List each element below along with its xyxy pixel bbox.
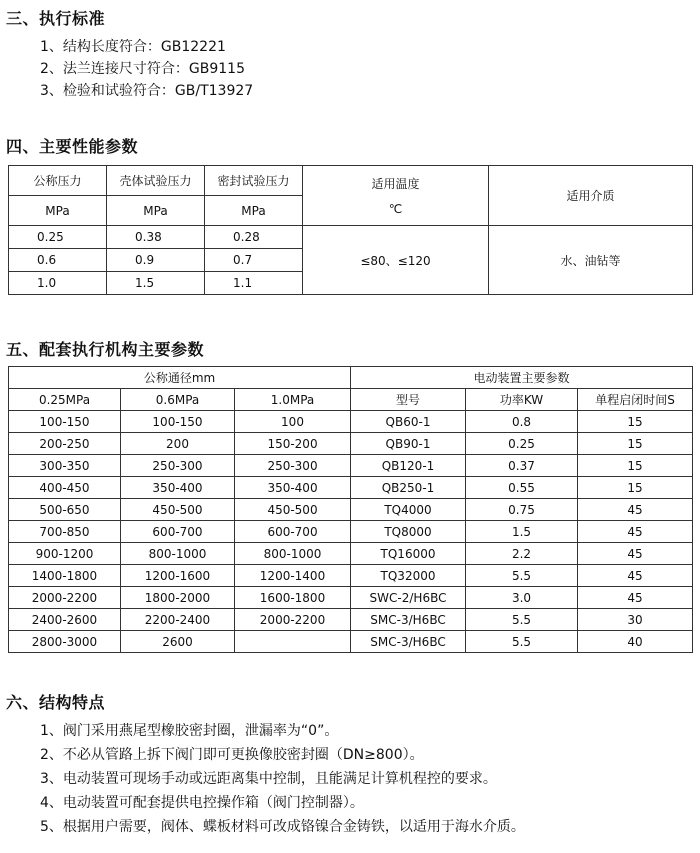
table-cell: TQ32000 bbox=[351, 565, 466, 587]
table-cell: 200-250 bbox=[9, 433, 121, 455]
temperature-value: ≤80、≤120 bbox=[303, 226, 489, 295]
table-cell: 1800-2000 bbox=[121, 587, 235, 609]
table-row bbox=[9, 543, 693, 565]
table-cell: TQ8000 bbox=[351, 521, 466, 543]
header-nominal-pressure: 公称压力 bbox=[9, 166, 107, 196]
table-cell: 400-450 bbox=[9, 477, 121, 499]
subheader-0-25mpa: 0.25MPa bbox=[9, 389, 121, 411]
table-cell: SMC-3/H6BC bbox=[351, 631, 466, 653]
subheader-power: 功率KW bbox=[466, 389, 578, 411]
table-cell: 15 bbox=[578, 433, 693, 455]
section6-item-4: 4、电动装置可配套提供电控操作箱（阀门控制器）。 bbox=[40, 795, 364, 811]
section6-item-3: 3、电动装置可现场手动或远距离集中控制，且能满足计算机程控的要求。 bbox=[40, 771, 497, 787]
table-cell: 0.38 bbox=[107, 226, 205, 249]
table-cell: 2800-3000 bbox=[9, 631, 121, 653]
header-temperature-label: 适用温度 bbox=[371, 177, 420, 191]
table-cell: 5.5 bbox=[466, 609, 578, 631]
table-row bbox=[9, 631, 693, 653]
table-cell: 350-400 bbox=[121, 477, 235, 499]
table-cell: 150-200 bbox=[235, 433, 351, 455]
table-cell: 350-400 bbox=[235, 477, 351, 499]
table-cell: 0.37 bbox=[466, 455, 578, 477]
table-cell: 2.2 bbox=[466, 543, 578, 565]
table-cell: 2200-2400 bbox=[121, 609, 235, 631]
table-cell: 450-500 bbox=[121, 499, 235, 521]
table-cell: 1.5 bbox=[466, 521, 578, 543]
header-seal-test-pressure: 密封试验压力 bbox=[205, 166, 303, 196]
table-cell: TQ4000 bbox=[351, 499, 466, 521]
table-cell: 5.5 bbox=[466, 565, 578, 587]
section6-item-2: 2、不必从管路上拆下阀门即可更换像胶密封圈（DN≥800）。 bbox=[40, 747, 424, 763]
table-cell: QB90-1 bbox=[351, 433, 466, 455]
table-cell: 45 bbox=[578, 521, 693, 543]
table-cell: QB120-1 bbox=[351, 455, 466, 477]
table-cell: 1400-1800 bbox=[9, 565, 121, 587]
table-row bbox=[9, 477, 693, 499]
table-cell: 2000-2200 bbox=[235, 609, 351, 631]
table-cell: 0.7 bbox=[205, 249, 303, 272]
table-cell: 250-300 bbox=[235, 455, 351, 477]
table-cell: 1.0 bbox=[9, 272, 107, 295]
subheader-model: 型号 bbox=[351, 389, 466, 411]
table-cell: TQ16000 bbox=[351, 543, 466, 565]
table-row bbox=[9, 609, 693, 631]
section6-item-1: 1、阀门采用燕尾型橡胶密封圈，泄漏率为“0”。 bbox=[40, 723, 339, 739]
header-temperature-unit: ℃ bbox=[388, 202, 403, 216]
section4-title: 四、主要性能参数 bbox=[6, 137, 139, 156]
subheader-stroke-time: 单程启闭时间S bbox=[578, 389, 693, 411]
table-cell bbox=[235, 631, 351, 653]
table-row bbox=[9, 455, 693, 477]
table-row bbox=[9, 433, 693, 455]
table-cell: 15 bbox=[578, 455, 693, 477]
table-cell: 15 bbox=[578, 411, 693, 433]
table-cell: 45 bbox=[578, 543, 693, 565]
table-cell: 0.25 bbox=[466, 433, 578, 455]
table-cell: 200 bbox=[121, 433, 235, 455]
section6-item-5: 5、根据用户需要，阀体、蝶板材料可改成铬镍合金铸铁，以适用于海水介质。 bbox=[40, 819, 525, 835]
table-cell: 600-700 bbox=[121, 521, 235, 543]
table-cell: 0.28 bbox=[205, 226, 303, 249]
table-cell: 450-500 bbox=[235, 499, 351, 521]
table-cell: 45 bbox=[578, 587, 693, 609]
group-header-actuator-params: 电动装置主要参数 bbox=[351, 367, 693, 389]
table-cell: 45 bbox=[578, 499, 693, 521]
section6-title: 六、结构特点 bbox=[6, 693, 106, 712]
subheader-1-0mpa: 1.0MPa bbox=[235, 389, 351, 411]
unit-cell: MPa bbox=[205, 196, 303, 226]
header-medium: 适用介质 bbox=[489, 166, 693, 226]
table-cell: 0.9 bbox=[107, 249, 205, 272]
header-temperature bbox=[303, 166, 489, 226]
unit-cell: MPa bbox=[9, 196, 107, 226]
table-cell: 250-300 bbox=[121, 455, 235, 477]
table-header-row bbox=[9, 166, 693, 196]
table-cell: 0.6 bbox=[9, 249, 107, 272]
table-cell: 2400-2600 bbox=[9, 609, 121, 631]
table-cell: QB60-1 bbox=[351, 411, 466, 433]
table-row bbox=[9, 521, 693, 543]
table-cell: QB250-1 bbox=[351, 477, 466, 499]
table-cell: 600-700 bbox=[235, 521, 351, 543]
subheader-0-6mpa: 0.6MPa bbox=[121, 389, 235, 411]
table-cell: 800-1000 bbox=[235, 543, 351, 565]
table-subheader-row bbox=[9, 389, 693, 411]
table-cell: 2600 bbox=[121, 631, 235, 653]
table-cell: 5.5 bbox=[466, 631, 578, 653]
actuator-table bbox=[8, 366, 693, 653]
table-row bbox=[9, 411, 693, 433]
table-cell: 1600-1800 bbox=[235, 587, 351, 609]
performance-table bbox=[8, 165, 693, 295]
table-row bbox=[9, 226, 693, 249]
section5-title: 五、配套执行机构主要参数 bbox=[6, 340, 205, 359]
table-cell: 30 bbox=[578, 609, 693, 631]
table-cell: 0.55 bbox=[466, 477, 578, 499]
table-cell: 100-150 bbox=[9, 411, 121, 433]
table-cell: SMC-3/H6BC bbox=[351, 609, 466, 631]
table-cell: 500-650 bbox=[9, 499, 121, 521]
header-shell-test-pressure: 壳体试验压力 bbox=[107, 166, 205, 196]
table-cell: 100-150 bbox=[121, 411, 235, 433]
table-cell: 0.25 bbox=[9, 226, 107, 249]
table-cell: 2000-2200 bbox=[9, 587, 121, 609]
table-cell: 100 bbox=[235, 411, 351, 433]
section3-title: 三、执行标准 bbox=[6, 9, 106, 28]
table-cell: 800-1000 bbox=[121, 543, 235, 565]
table-cell: 900-1200 bbox=[9, 543, 121, 565]
table-row bbox=[9, 499, 693, 521]
table-cell: 700-850 bbox=[9, 521, 121, 543]
table-cell: 0.8 bbox=[466, 411, 578, 433]
table-cell: 1.5 bbox=[107, 272, 205, 295]
group-header-nominal-diameter: 公称通径mm bbox=[9, 367, 351, 389]
table-row bbox=[9, 587, 693, 609]
table-cell: 300-350 bbox=[9, 455, 121, 477]
table-cell: SWC-2/H6BC bbox=[351, 587, 466, 609]
medium-value: 水、油钻等 bbox=[489, 226, 693, 295]
table-group-header-row bbox=[9, 367, 693, 389]
table-cell: 1.1 bbox=[205, 272, 303, 295]
table-cell: 45 bbox=[578, 565, 693, 587]
table-row bbox=[9, 565, 693, 587]
table-cell: 1200-1600 bbox=[121, 565, 235, 587]
section3-item-3: 3、检验和试验符合：GB/T13927 bbox=[40, 83, 254, 99]
table-cell: 40 bbox=[578, 631, 693, 653]
unit-cell: MPa bbox=[107, 196, 205, 226]
table-cell: 15 bbox=[578, 477, 693, 499]
table-cell: 3.0 bbox=[466, 587, 578, 609]
section3-item-2: 2、法兰连接尺寸符合：GB9115 bbox=[40, 61, 245, 77]
table-cell: 1200-1400 bbox=[235, 565, 351, 587]
table-cell: 0.75 bbox=[466, 499, 578, 521]
section3-item-1: 1、结构长度符合：GB12221 bbox=[40, 39, 226, 55]
